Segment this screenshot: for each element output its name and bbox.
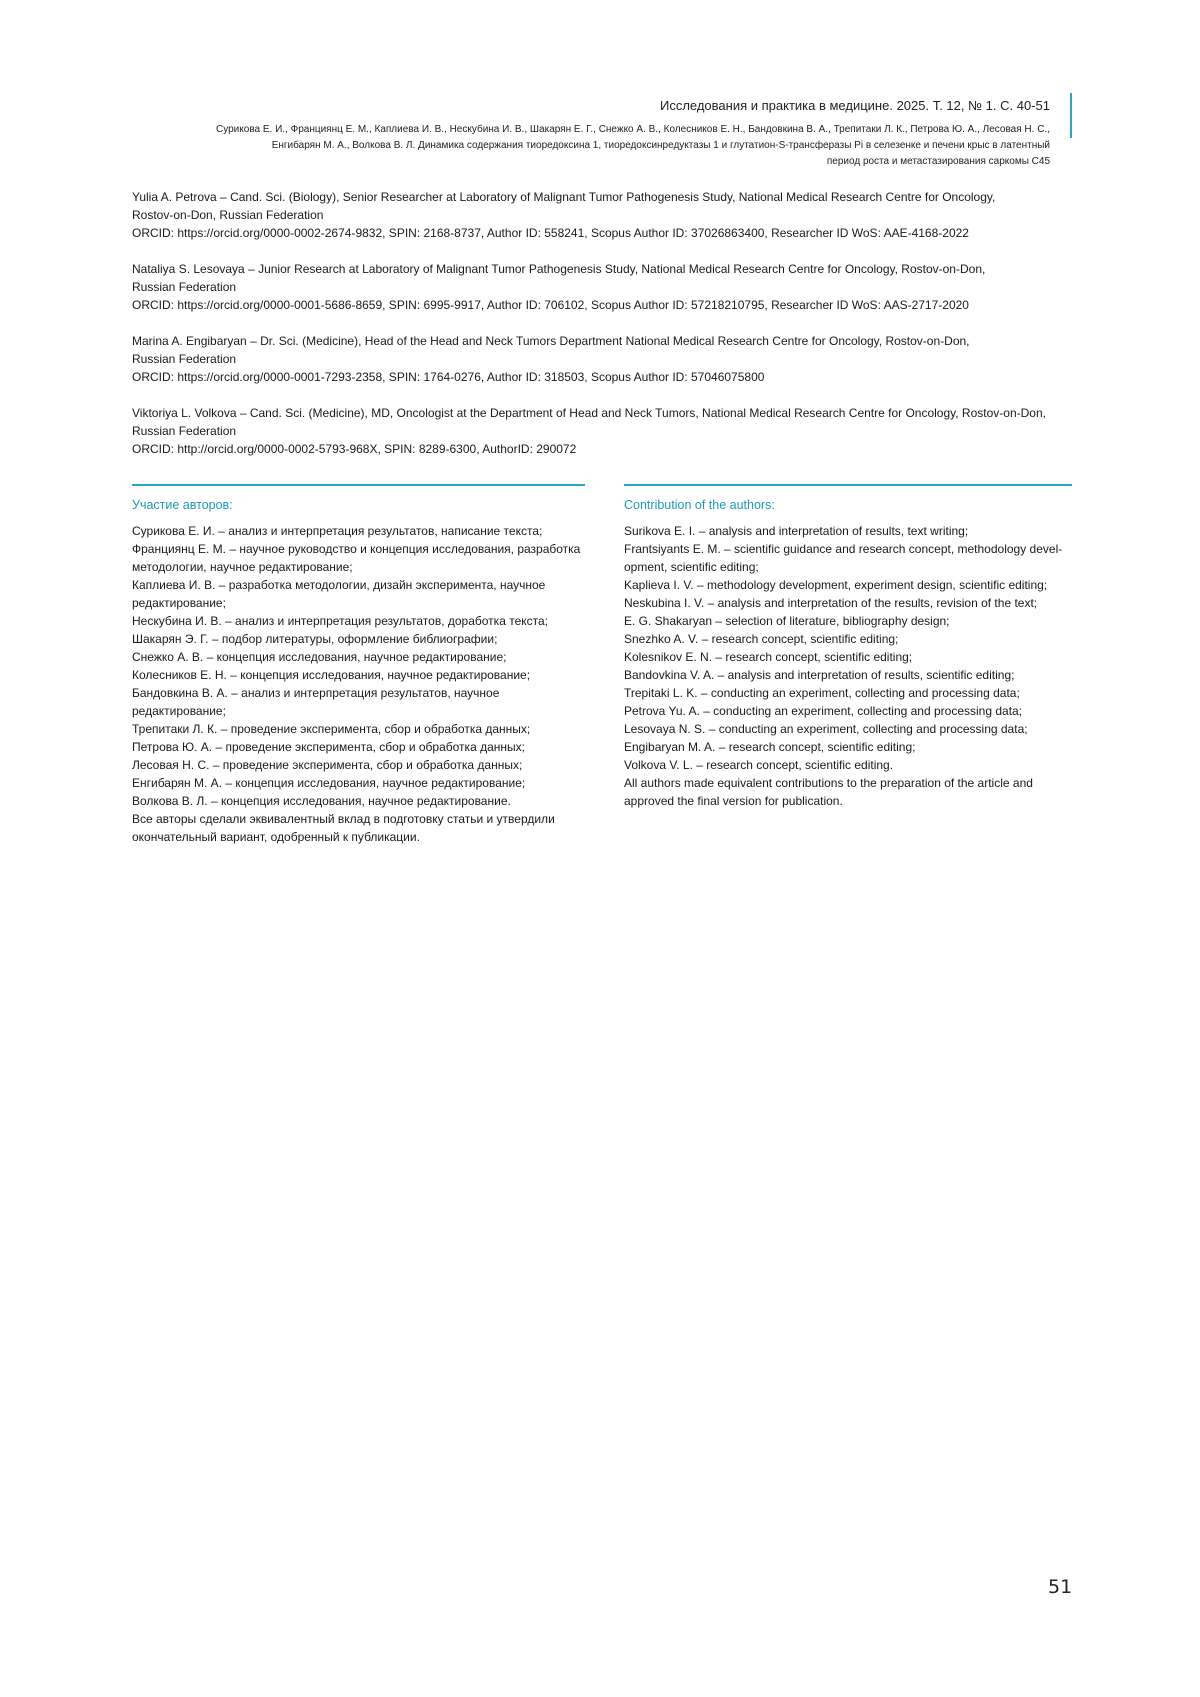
contribution-line: Каплиева И. В. – разработка методологии, дизайн эксперимента, научное (132, 578, 546, 592)
contribution-line: Surikova E. I. – analysis and interpretation of results, text writing; (624, 524, 969, 538)
author-ids: ORCID: https://orcid.org/0000-0001-5686-8659, SPIN: 6995-9917, Author ID: 706102, Scopus Author ID: 57218210795, Researcher ID WoS: AAS-2717-2020 (132, 298, 969, 312)
author-ids: ORCID: https://orcid.org/0000-0002-2674-9832, SPIN: 2168-8737, Author ID: 558241, Scopus Author ID: 37026863400, Researcher ID WoS: AAE-4168-2022 (132, 226, 969, 240)
contribution-line: Колесников Е. Н. – концепция исследования, научное редактирование; (132, 668, 531, 682)
contributions-ru (132, 484, 585, 846)
page-number: 51 (1048, 1576, 1073, 1598)
header-accent-bar (1070, 93, 1072, 138)
citation-line: Енгибарян М. А., Волкова В. Л. Динамика содержания тиоредоксина 1, тиоредоксинредуктазы 1 и глутатион-S-трансферазы Pi в селезенке и печени крыс в латентный (271, 140, 1050, 151)
citation-line: Сурикова Е. И., Франциянц Е. М., Каплиева И. В., Нескубина И. В., Шакарян Е. Г., Снежко А. В., Колесников Е. Н., Бандовкина В. А., Трепитаки Л. К., Петрова Ю. А., Лесовая Н. С., (216, 124, 1050, 135)
contribution-line: Kolesnikov E. N. – research concept, scientific editing; (624, 650, 913, 664)
contribution-line: Все авторы сделали эквивалентный вклад в подготовку статьи и утвердили (132, 812, 555, 826)
contribution-line: Neskubina I. V. – analysis and interpretation of the results, revision of the text; (624, 596, 1038, 610)
citation-line: период роста и метастазирования саркомы С45 (826, 156, 1050, 167)
contribution-line: Лесовая Н. С. – проведение эксперимента, сбор и обработка данных; (132, 758, 523, 772)
contribution-line: Петрова Ю. А. – проведение эксперимента, сбор и обработка данных; (132, 740, 525, 754)
contributions-en (624, 484, 1072, 810)
contributions-ru-title: Участие авторов: (132, 498, 233, 512)
contribution-line: Engibaryan M. A. – research concept, scientific editing; (624, 740, 916, 754)
contribution-line: Снежко А. В. – концепция исследования, научное редактирование; (132, 650, 507, 664)
contribution-line: редактирование; (132, 596, 226, 610)
contributions-en-list (624, 522, 1072, 810)
author-description: Nataliya S. Lesovaya – Junior Research at Laboratory of Malignant Tumor Pathogenesis Study, National Medical Research Centre for Oncology, Rostov-on-Don, (132, 262, 986, 276)
contribution-line: Трепитаки Л. К. – проведение эксперимента, сбор и обработка данных; (132, 722, 531, 736)
contribution-line: Енгибарян М. А. – концепция исследования, научное редактирование; (132, 776, 526, 790)
contribution-line: Petrova Yu. A. – conducting an experiment, collecting and processing data; (624, 704, 1023, 718)
section-divider (624, 484, 1072, 486)
contribution-line: Волкова В. Л. – концепция исследования, научное редактирование. (132, 794, 511, 808)
author-description: Yulia A. Petrova – Cand. Sci. (Biology), Senior Researcher at Laboratory of Malignant Tumor Pathogenesis Study, National Medical Research Centre for Oncology, (132, 190, 996, 204)
author-info (132, 188, 1072, 242)
contribution-line: методологии, научное редактирование; (132, 560, 353, 574)
author-ids: ORCID: https://orcid.org/0000-0001-7293-2358, SPIN: 1764-0276, Author ID: 318503, Scopus Author ID: 57046075800 (132, 370, 765, 384)
journal-header: Исследования и практика в медицине. 2025. Т. 12, № 1. С. 40-51 (659, 98, 1050, 113)
author-description: Russian Federation (132, 280, 237, 294)
author-description: Marina A. Engibaryan – Dr. Sci. (Medicine), Head of the Head and Neck Tumors Department National Medical Research Centre for Oncology, Rostov-on-Don, (132, 334, 970, 348)
author-description: Rostov-on-Don, Russian Federation (132, 208, 324, 222)
author-description: Russian Federation (132, 424, 237, 438)
contribution-line: Bandovkina V. A. – analysis and interpretation of results, scientific editing; (624, 668, 1015, 682)
author-info-list (132, 188, 1072, 476)
author-description: Russian Federation (132, 352, 237, 366)
contribution-line: E. G. Shakaryan – selection of literature, bibliography design; (624, 614, 950, 628)
contribution-line: Lesovaya N. S. – conducting an experiment, collecting and processing data; (624, 722, 1028, 736)
author-info (132, 260, 1072, 314)
contribution-line: Snezhko A. V. – research concept, scientific editing; (624, 632, 899, 646)
contribution-line: Kaplieva I. V. – methodology development, experiment design, scientific editing; (624, 578, 1048, 592)
citation-header (130, 122, 1050, 170)
author-info (132, 332, 1072, 386)
section-divider (132, 484, 585, 486)
contribution-line: Frantsiyants E. M. – scientific guidance and research concept, methodology devel- (624, 542, 1063, 556)
author-ids: ORCID: http://orcid.org/0000-0002-5793-968X, SPIN: 8289-6300, AuthorID: 290072 (132, 442, 577, 456)
contributions-en-title: Contribution of the authors: (624, 498, 775, 512)
author-description: Viktoriya L. Volkova – Cand. Sci. (Medicine), MD, Oncologist at the Department of Head and Neck Tumors, National Medical Research Centre for Oncology, Rostov-on-Don, (132, 406, 1046, 420)
contribution-line: Сурикова Е. И. – анализ и интерпретация результатов, написание текста; (132, 524, 543, 538)
contribution-line: approved the final version for publication. (624, 794, 843, 808)
contribution-line: Нескубина И. В. – анализ и интерпретация результатов, доработка текста; (132, 614, 548, 628)
author-info (132, 404, 1072, 458)
contribution-line: Бандовкина В. А. – анализ и интерпретация результатов, научное редактирование; (132, 686, 500, 718)
contribution-line: Trepitaki L. K. – conducting an experiment, collecting and processing data; (624, 686, 1020, 700)
contribution-line: Шакарян Э. Г. – подбор литературы, оформление библиографии; (132, 632, 498, 646)
contribution-line: Volkova V. L. – research concept, scientific editing. (624, 758, 894, 772)
contribution-line: opment, scientific editing; (624, 560, 759, 574)
contributions-ru-list (132, 522, 585, 846)
contribution-line: All authors made equivalent contributions to the preparation of the article and (624, 776, 1033, 790)
contribution-line: окончательный вариант, одобренный к публикации. (132, 830, 420, 844)
contribution-line: Франциянц Е. М. – научное руководство и концепция исследования, разработка (132, 542, 581, 556)
